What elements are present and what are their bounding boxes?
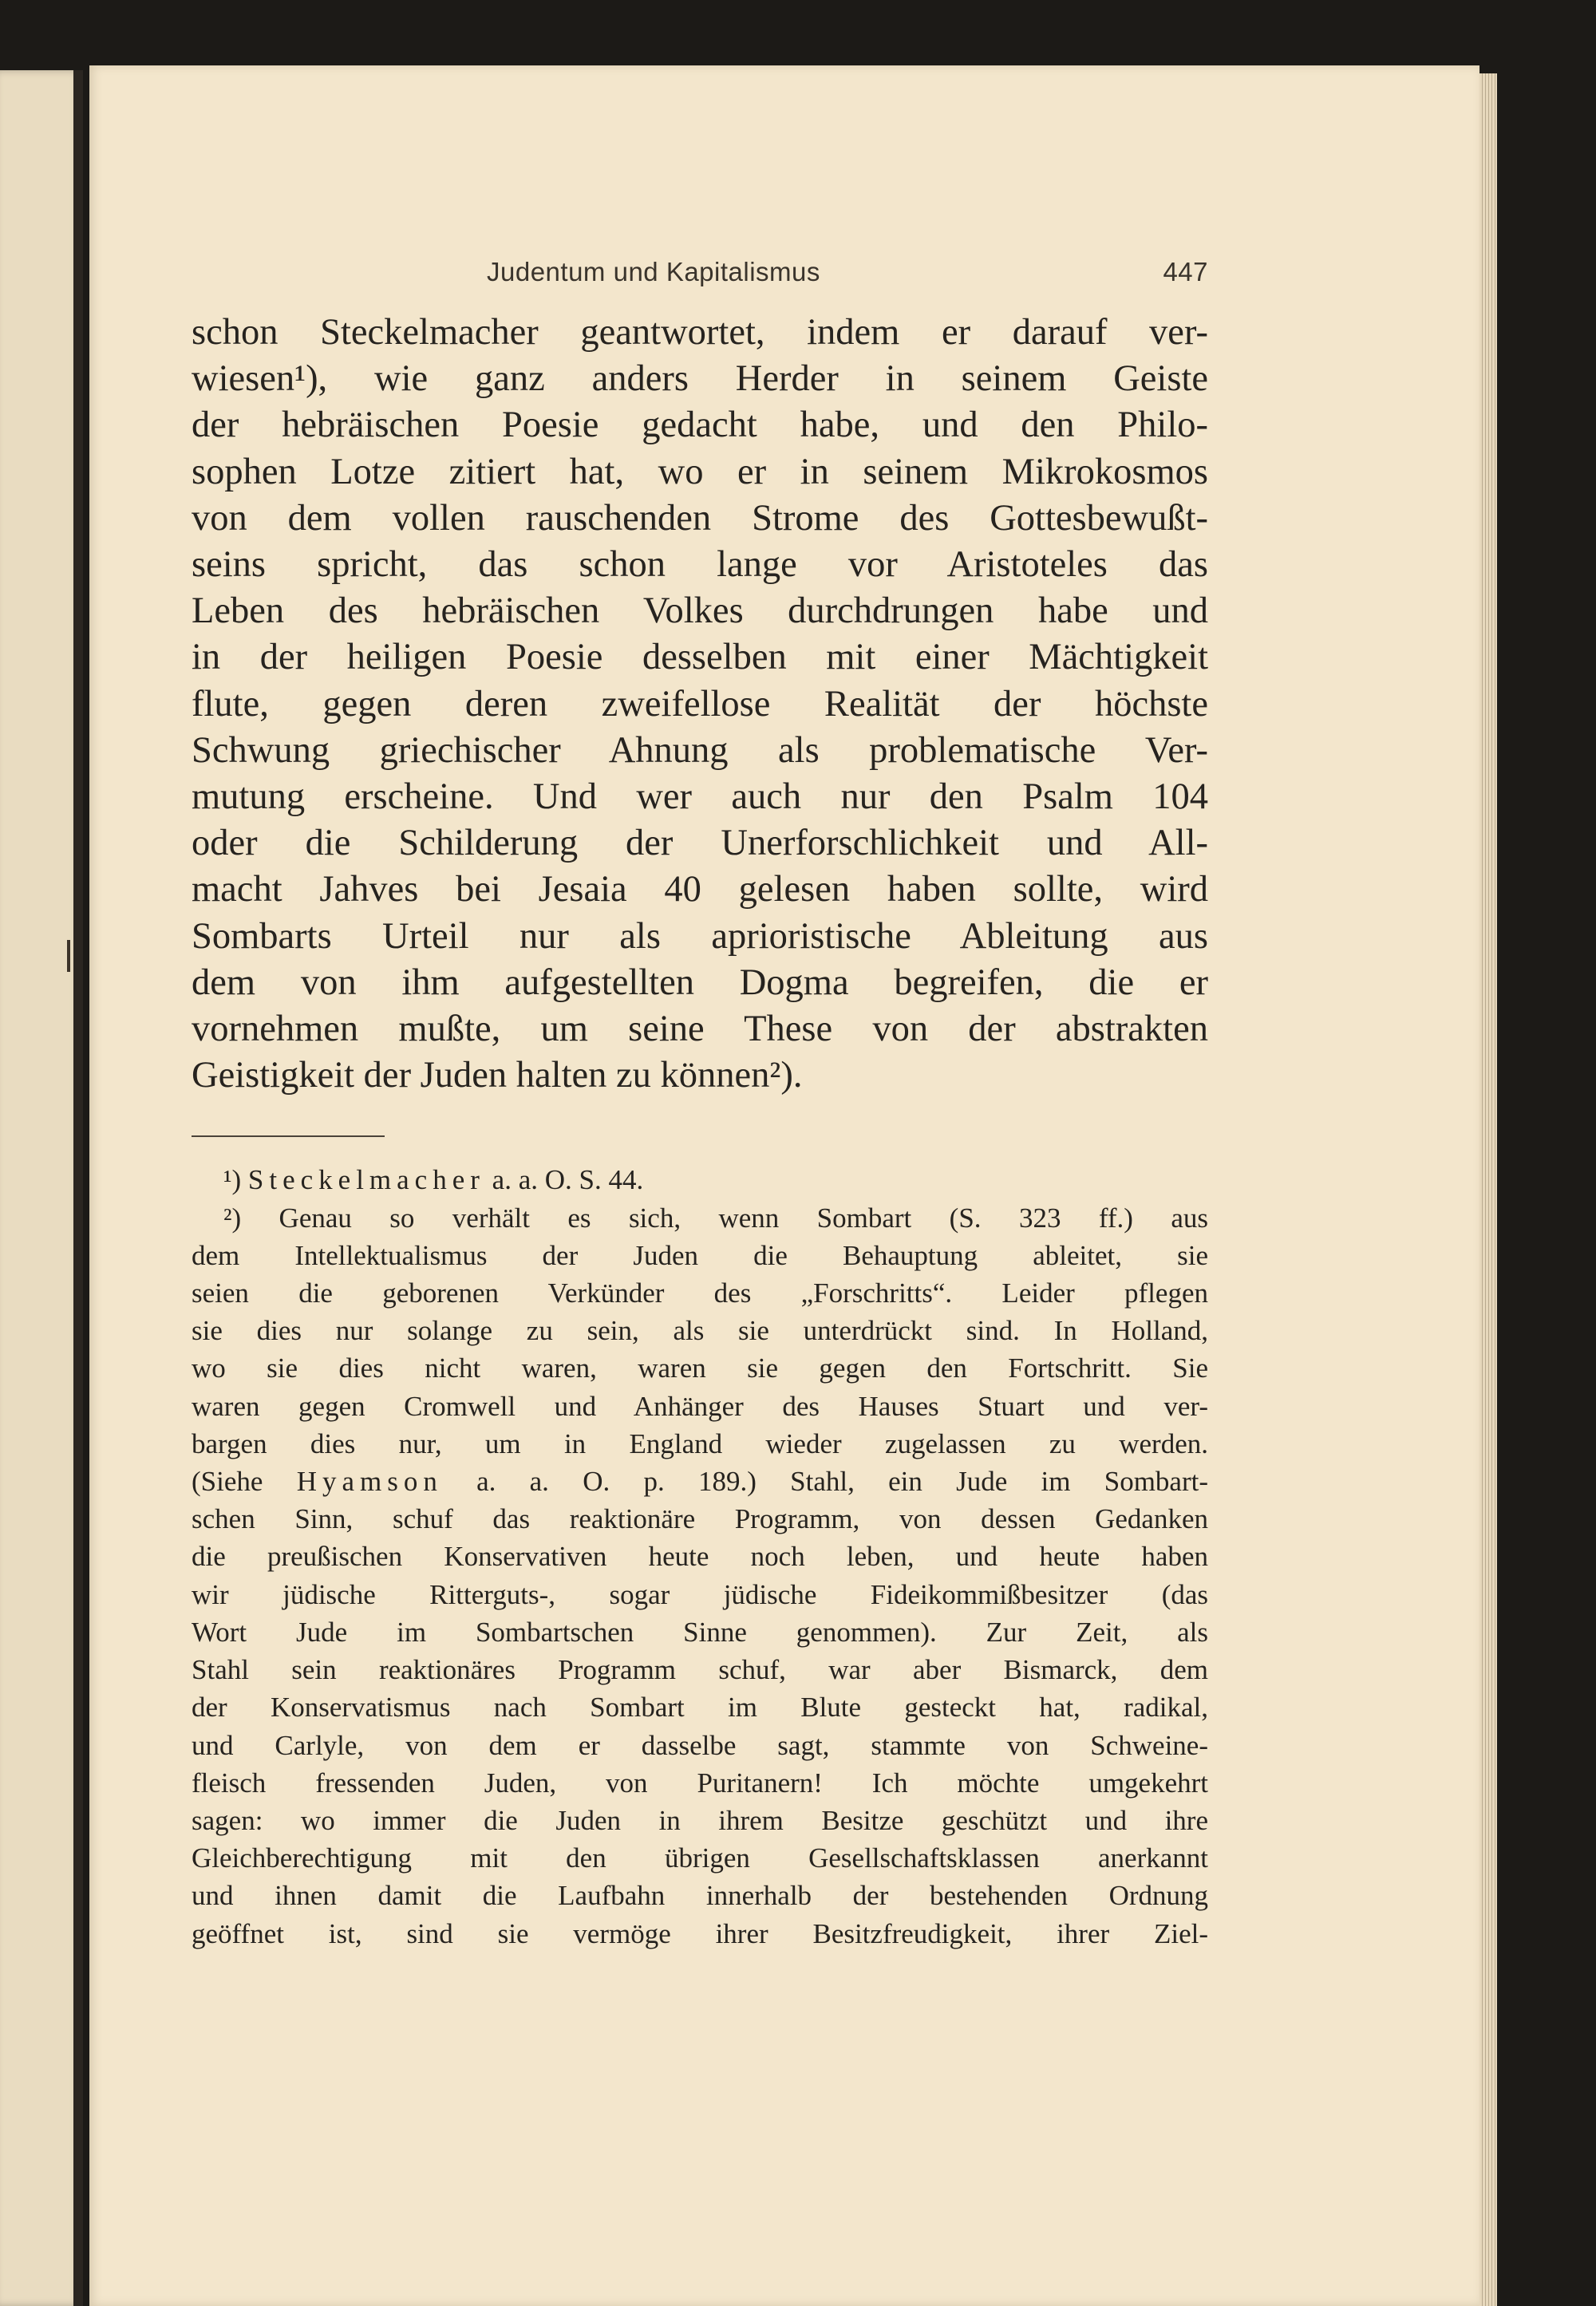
main-text <box>192 310 1208 1099</box>
text-line: der hebräischen Poesie gedacht habe, und den Philo- <box>192 405 1208 446</box>
page-block-edges <box>1479 73 1497 2306</box>
footnote-line: und ihnen damit die Laufbahn innerhalb der bestehenden Ordnung <box>192 1880 1208 1912</box>
footnote-1-text: a. a. O. S. 44. <box>484 1164 644 1196</box>
text-line: von dem vollen rauschenden Strome des Gottesbewußt- <box>192 497 1208 539</box>
footnote-rule <box>192 1135 385 1137</box>
page-content <box>192 257 1208 1953</box>
footnote-line: der Konservatismus nach Sombart im Blute gesteckt hat, radikal, <box>192 1692 1208 1724</box>
text-line: Schwung griechischer Ahnung als problematische Ver- <box>192 729 1208 771</box>
footnote-line: fleisch fressenden Juden, von Puritanern! Ich möchte umgekehrt <box>192 1767 1208 1799</box>
text-line: Sombarts Urteil nur als aprioristische Ableitung aus <box>192 915 1208 957</box>
footnote-line: dem Intellektualismus der Juden die Behauptung ableitet, sie <box>192 1239 1208 1271</box>
footnote-line: Wort Jude im Sombartschen Sinne genommen). Zur Zeit, als <box>192 1616 1208 1648</box>
text-line: dem von ihm aufgestellten Dogma begreifen, die er <box>192 961 1208 1003</box>
text-line: in der heiligen Poesie desselben mit einer Mächtigkeit <box>192 637 1208 678</box>
footnotes <box>192 1161 1208 1952</box>
siehe-rest: a. a. O. p. 189.) Stahl, ein Jude im Sombart- <box>442 1466 1208 1498</box>
background-shadow <box>1497 0 1596 2306</box>
text-line: sophen Lotze zitiert hat, wo er in seinem Mikrokosmos <box>192 451 1208 492</box>
footnote-line: Stahl sein reaktionäres Programm schuf, war aber Bismarck, dem <box>192 1654 1208 1686</box>
running-head <box>192 257 1208 302</box>
footnote-line: und Carlyle, von dem er dasselbe sagt, stammte von Schweine- <box>192 1729 1208 1761</box>
running-title: Judentum und Kapitalismus <box>487 257 820 286</box>
footnote-line: Gleichberechtigung mit den übrigen Gesellschaftsklassen anerkannt <box>192 1842 1208 1874</box>
text-line: schon Steckelmacher geantwortet, indem er darauf ver- <box>192 312 1208 353</box>
footnote-1-marker: ¹) <box>223 1164 242 1196</box>
footnote-line: schen Sinn, schuf das reaktionäre Programm, von dessen Gedanken <box>192 1503 1208 1535</box>
footnote-line: die preußischen Konservativen heute noch leben, und heute haben <box>192 1541 1208 1573</box>
footnote-line: seien die geborenen Verkünder des „Forschritts“. Leider pflegen <box>192 1277 1208 1309</box>
footnote-1 <box>192 1161 1208 1198</box>
margin-mark <box>67 940 70 972</box>
siehe-prefix: (Siehe <box>192 1466 297 1498</box>
footnote-line: sie dies nur solange zu sein, als sie unterdrückt sind. In Holland, <box>192 1315 1208 1347</box>
text-line: flute, gegen deren zweifellose Realität der höchste <box>192 683 1208 725</box>
text-line: Leben des hebräischen Volkes durchdrungen habe und <box>192 590 1208 632</box>
text-line: Geistigkeit der Juden halten zu können²). <box>192 1055 803 1096</box>
footnote-line: bargen dies nur, um in England wieder zugelassen zu werden. <box>192 1427 1208 1459</box>
footnote-1-author: Steckelmacher <box>247 1164 485 1196</box>
footnote-line: geöffnet ist, sind sie vermöge ihrer Besitzfreudigkeit, ihrer Ziel- <box>192 1917 1208 1949</box>
page-number: 447 <box>1163 257 1208 286</box>
footnote-2-first-line: ²) Genau so verhält es sich, wenn Sombart (S. 323 ff.) aus <box>223 1202 1208 1234</box>
facing-page-edge <box>0 70 83 2306</box>
siehe-author: Hyamson <box>296 1466 443 1498</box>
footnote-line-siehe <box>192 1463 1208 1500</box>
text-line: macht Jahves bei Jesaia 40 gelesen haben sollte, wird <box>192 869 1208 910</box>
text-line: oder die Schilderung der Unerforschlichkeit und All- <box>192 823 1208 864</box>
text-line: vornehmen mußte, um seine These von der abstrakten <box>192 1009 1208 1050</box>
text-line: mutung erscheine. Und wer auch nur den Psalm 104 <box>192 776 1208 818</box>
footnote-line: wo sie dies nicht waren, waren sie gegen den Fortschritt. Sie <box>192 1352 1208 1384</box>
text-line: seins spricht, das schon lange vor Aristoteles das <box>192 544 1208 586</box>
footnote-line: sagen: wo immer die Juden in ihrem Besitze geschützt und ihre <box>192 1804 1208 1836</box>
footnote-line: wir jüdische Ritterguts-, sogar jüdische Fideikommißbesitzer (das <box>192 1578 1208 1610</box>
text-line: wiesen¹), wie ganz anders Herder in seinem Geiste <box>192 358 1208 400</box>
footnote-line: waren gegen Cromwell und Anhänger des Hauses Stuart und ver- <box>192 1390 1208 1422</box>
